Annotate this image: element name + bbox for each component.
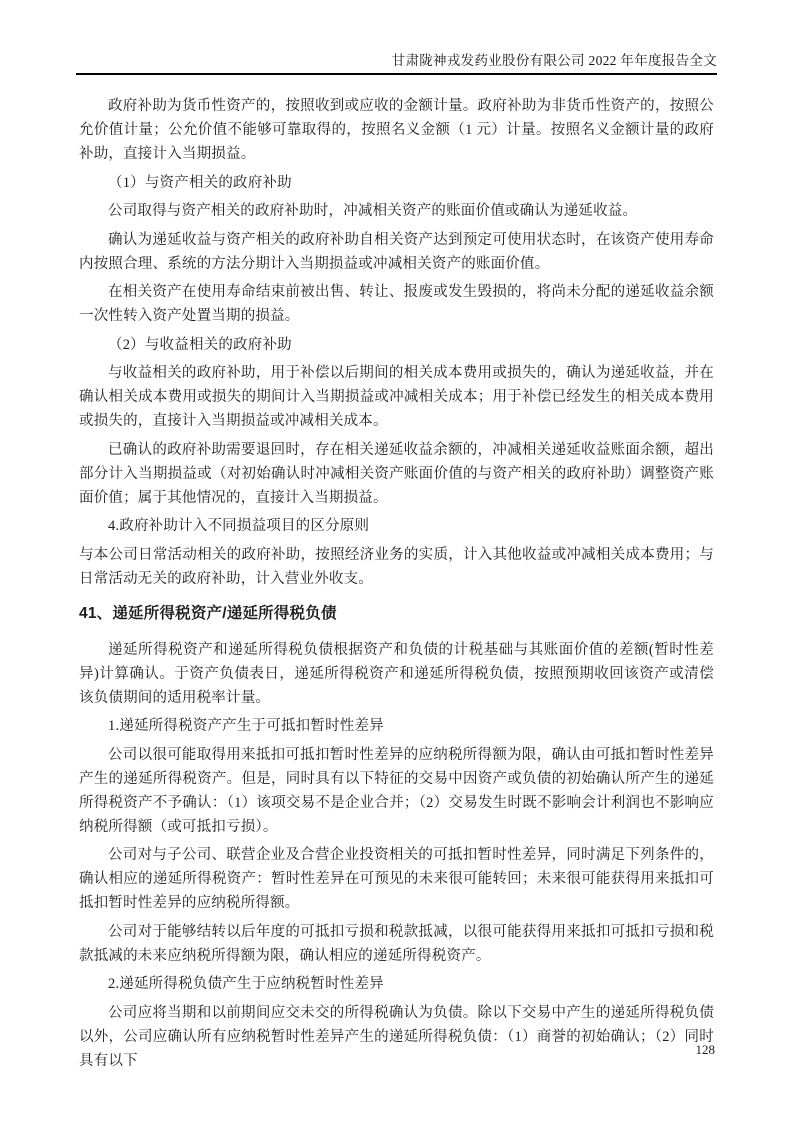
paragraph-taxable-temporary-difference: 公司应将当期和以前期间应交未交的所得税确认为负债。除以下交易中产生的递延所得税负债以外，公司应确认所有应纳税暂时性差异产生的递延所得税负债：（1）商誉的初始确认；（2）同时具有以下 xyxy=(79,1004,714,1069)
subheading-grant-classification-principle: 4.政府补助计入不同损益项目的区分原则 xyxy=(108,518,370,534)
section-heading-41-deferred-tax: 41、递延所得税资产/递延所得税负债 xyxy=(79,604,337,622)
paragraph-grant-monetary-measurement: 政府补助为货币性资产的，按照收到或应收的金额计量。政府补助为非货币性资产的，按照公允价值计量；公允价值不能够可靠取得的，按照名义金额（1 元）计量。按照名义金额计量的政府补助，直接计入当期损益。 xyxy=(79,98,714,162)
report-header-title: 甘肃陇神戎发药业股份有限公司 2022 年年度报告全文 xyxy=(391,53,717,68)
paragraph-asset-disposal-transfer: 在相关资产在使用寿命结束前被出售、转让、报废或发生毁损的，将尚未分配的递延收益余额一次性转入资产处置当期的损益。 xyxy=(79,284,714,324)
paragraph-grant-refund: 已确认的政府补助需要退回时，存在相关递延收益余额的，冲减相关递延收益账面余额，超出部分计入当期损益或（对初始确认时冲减相关资产账面价值的与资产相关的政府补助）调整资产账面价值；属于其他情况的，直接计入当期损益。 xyxy=(79,441,714,506)
paragraph-deferred-income-amortization: 确认为递延收益与资产相关的政府补助自相关资产达到预定可使用状态时，在该资产使用寿命内按照合理、系统的方法分期计入当期损益或冲减相关资产的账面价值。 xyxy=(79,231,714,272)
paragraph-loss-carryforward: 公司对于能够结转以后年度的可抵扣亏损和税款抵减，以很可能获得用来抵扣可抵扣亏损和税款抵减的未来应纳税所得额为限，确认相应的递延所得税资产。 xyxy=(79,923,714,964)
paragraph-daily-activity-grant: 与本公司日常活动相关的政府补助，按照经济业务的实质，计入其他收益或冲减相关成本费用；与日常活动无关的政府补助，计入营业外收支。 xyxy=(79,546,714,587)
page-number: 128 xyxy=(695,1042,715,1057)
page-header xyxy=(76,0,717,75)
paragraph-deferred-tax-measurement: 递延所得税资产和递延所得税负债根据资产和负债的计税基础与其账面价值的差额(暂时性差异)计算确认。于资产负债表日，递延所得税资产和递延所得税负债，按照预期收回该资产或清偿该负债期间的适用税率计量。 xyxy=(79,641,714,706)
subheading-asset-related-grant: （1）与资产相关的政府补助 xyxy=(108,174,292,191)
subheading-deferred-tax-liability: 2.递延所得税负债产生于应纳税暂时性差异 xyxy=(108,976,384,992)
document-body xyxy=(79,75,714,1073)
subheading-deferred-tax-asset: 1.递延所得税资产产生于可抵扣暂时性差异 xyxy=(108,718,384,734)
paragraph-asset-grant-recognition: 公司取得与资产相关的政府补助时，冲减相关资产的账面价值或确认为递延收益。 xyxy=(108,203,638,219)
subheading-income-related-grant: （2）与收益相关的政府补助 xyxy=(108,336,292,353)
paragraph-deductible-temporary-difference: 公司以很可能取得用来抵扣可抵扣暂时性差异的应纳税所得额为限，确认由可抵扣暂时性差异产生的递延所得税资产。但是，同时具有以下特征的交易中因资产或负债的初始确认所产生的递延所得税资产不予确认：（1）该项交易不是企业合并；（2）交易发生时既不影响会计利润也不影响应纳税所得额（或可抵扣亏损）。 xyxy=(79,746,714,835)
paragraph-investment-related-difference: 公司对与子公司、联营企业及合营企业投资相关的可抵扣暂时性差异，同时满足下列条件的，确认相应的递延所得税资产：暂时性差异在可预见的未来很可能转回；未来很可能获得用来抵扣可抵扣暂时性差异的应纳税所得额。 xyxy=(79,847,714,911)
paragraph-income-grant-treatment: 与收益相关的政府补助，用于补偿以后期间的相关成本费用或损失的，确认为递延收益，并在确认相关成本费用或损失的期间计入当期损益或冲减相关成本；用于补偿已经发生的相关成本费用或损失的，直接计入当期损益或冲减相关成本。 xyxy=(79,365,714,429)
